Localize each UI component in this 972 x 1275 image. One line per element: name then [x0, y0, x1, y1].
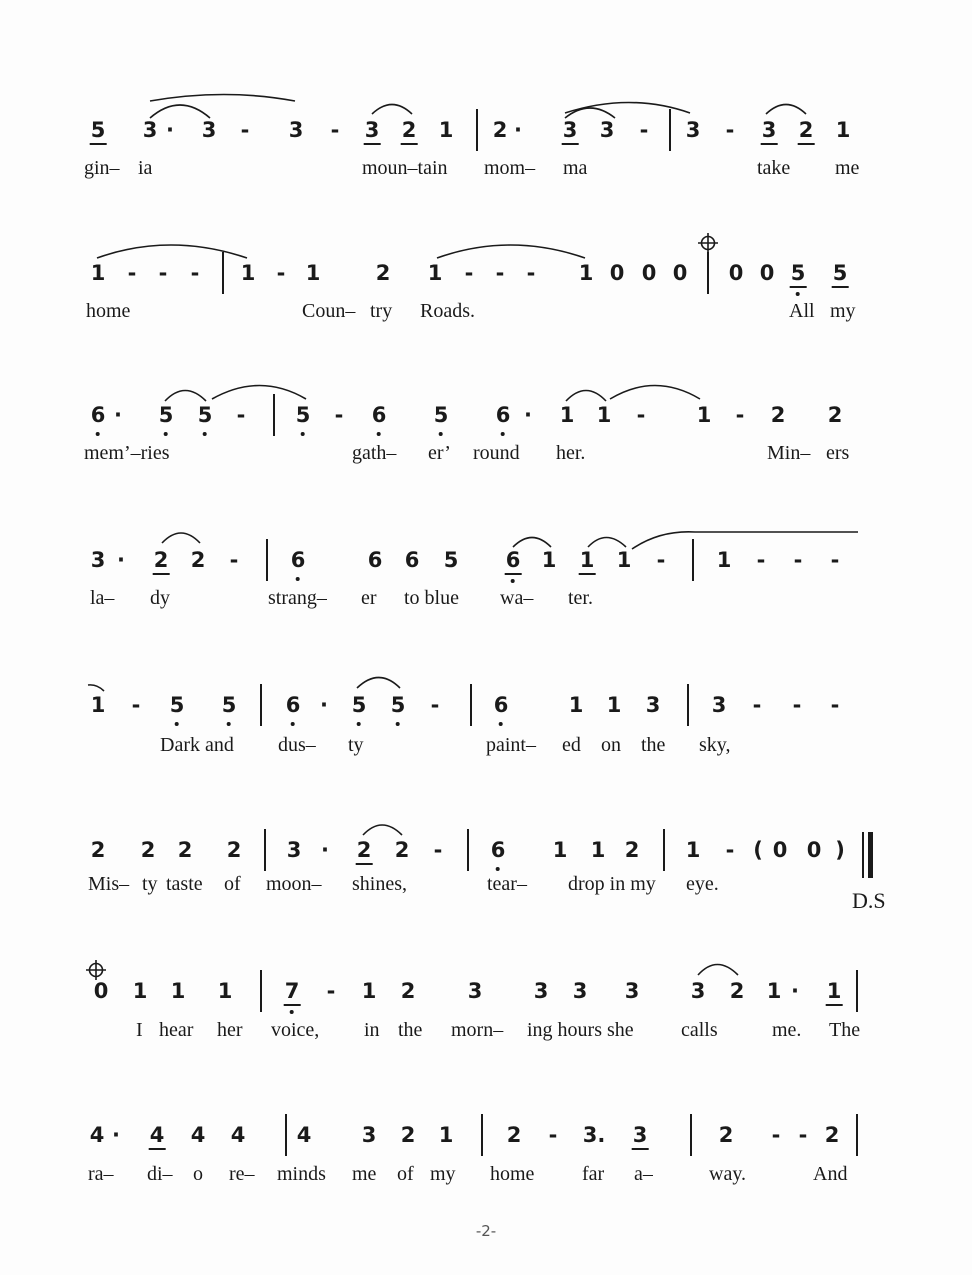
lyric-word: gath– — [352, 442, 397, 464]
lyric-word: hear — [159, 1019, 194, 1041]
note: 5 — [790, 261, 806, 285]
note: · — [320, 693, 328, 717]
lyric-word: try — [370, 300, 393, 322]
lyric-word: home — [490, 1163, 535, 1185]
note: - — [793, 548, 803, 572]
lyric-word: ing hours she — [527, 1019, 634, 1041]
note: 6 — [495, 403, 511, 427]
note: 5 — [197, 403, 213, 427]
note: 1 — [579, 548, 595, 572]
note: · — [112, 1123, 120, 1147]
note: 5 — [295, 403, 311, 427]
lyric-word: in — [364, 1019, 380, 1041]
note: - — [636, 403, 646, 427]
note: - — [464, 261, 474, 285]
lyric-word: dy — [150, 587, 170, 609]
lyric-word: the — [641, 734, 666, 756]
note: - — [433, 838, 443, 862]
note: 1 — [696, 403, 712, 427]
note: - — [798, 1123, 808, 1147]
note: 5 — [433, 403, 449, 427]
note: 1 — [606, 693, 622, 717]
lyric-word: home — [86, 300, 131, 322]
note: 4 — [190, 1123, 206, 1147]
note: - — [756, 548, 766, 572]
note: 3 — [533, 979, 549, 1003]
note: 2 — [90, 838, 106, 862]
note: 2 — [375, 261, 391, 285]
note: · — [114, 403, 122, 427]
note: · — [117, 548, 125, 572]
note: 2 — [394, 838, 410, 862]
lyric-word: moon– — [266, 873, 322, 895]
lyric-word: drop in my — [568, 873, 656, 895]
note: 1 — [427, 261, 443, 285]
note: 6 — [490, 838, 506, 862]
segno-icon — [698, 233, 718, 253]
barline — [856, 970, 858, 1012]
note: 3 — [142, 118, 158, 142]
lyric-word: me. — [772, 1019, 802, 1041]
note: 1 — [590, 838, 606, 862]
note: 3 — [572, 979, 588, 1003]
note: 3 — [90, 548, 106, 572]
note: 1 — [552, 838, 568, 862]
lyric-word: ia — [138, 157, 153, 179]
note: 5 — [443, 548, 459, 572]
barline — [481, 1114, 483, 1156]
lyric-word: And — [813, 1163, 848, 1185]
lyric-word: taste — [166, 873, 203, 895]
lyric-word: All — [789, 300, 815, 322]
lyric-word: Min– — [767, 442, 811, 464]
note: 2 — [226, 838, 242, 862]
note: 3 — [562, 118, 578, 142]
note: · — [321, 838, 329, 862]
note: - — [240, 118, 250, 142]
note: 1 — [90, 261, 106, 285]
lyric-word: the — [398, 1019, 423, 1041]
lyric-word: mom– — [484, 157, 536, 179]
note: 0 — [806, 838, 822, 862]
note: 3 — [361, 1123, 377, 1147]
barline — [692, 539, 694, 581]
note: 3 — [761, 118, 777, 142]
note: - — [792, 693, 802, 717]
note: 1 — [716, 548, 732, 572]
note: 0 — [672, 261, 688, 285]
lyric-word: calls — [681, 1019, 718, 1041]
note: 1 — [578, 261, 594, 285]
note: 2 — [190, 548, 206, 572]
note: 3 — [201, 118, 217, 142]
note: - — [548, 1123, 558, 1147]
lyric-word: of — [397, 1163, 414, 1185]
note: 6 — [371, 403, 387, 427]
note: 3 — [685, 118, 701, 142]
note: - — [276, 261, 286, 285]
lyric-word: me — [835, 157, 860, 179]
lyric-word: shines, — [352, 873, 407, 895]
note: 3 — [711, 693, 727, 717]
note: - — [131, 693, 141, 717]
note: - — [830, 693, 840, 717]
lyric-word: Mis– — [88, 873, 130, 895]
lyric-word: round — [473, 442, 520, 464]
barline — [707, 252, 709, 294]
barline — [264, 829, 266, 871]
lyric-word: her. — [556, 442, 586, 464]
note: 3 — [364, 118, 380, 142]
lyric-word: voice, — [271, 1019, 320, 1041]
lyric-word: wa– — [500, 587, 534, 609]
lyric-word: I — [136, 1019, 143, 1041]
note: 1 — [616, 548, 632, 572]
note: 0 — [641, 261, 657, 285]
note: 2 — [177, 838, 193, 862]
note: 0 — [728, 261, 744, 285]
barline — [690, 1114, 692, 1156]
barline — [285, 1114, 287, 1156]
note: - — [656, 548, 666, 572]
lyric-word: The — [829, 1019, 861, 1041]
note: ( — [753, 838, 763, 862]
lyric-word: dus– — [278, 734, 316, 756]
note: 1 — [559, 403, 575, 427]
lyric-word: ter. — [568, 587, 593, 609]
final-barline — [862, 832, 864, 878]
barline — [260, 684, 262, 726]
lyric-word: on — [601, 734, 621, 756]
note: - — [158, 261, 168, 285]
note: 2 — [770, 403, 786, 427]
note: 2 — [140, 838, 156, 862]
note: · — [524, 403, 532, 427]
lyric-word: Roads. — [420, 300, 475, 322]
lyric-word: er — [361, 587, 377, 609]
note: 2 — [624, 838, 640, 862]
note: 4 — [296, 1123, 312, 1147]
lyric-word: a– — [634, 1163, 653, 1185]
final-barline — [868, 832, 873, 878]
note: 6 — [404, 548, 420, 572]
lyric-word: ty — [348, 734, 364, 756]
note: 4 — [149, 1123, 165, 1147]
note: 1 — [217, 979, 233, 1003]
note: 5 — [158, 403, 174, 427]
note: 1 — [305, 261, 321, 285]
note: - — [236, 403, 246, 427]
note: 2 — [401, 118, 417, 142]
lyric-word: di– — [147, 1163, 173, 1185]
note: - — [495, 261, 505, 285]
note: · — [166, 118, 174, 142]
note: 0 — [609, 261, 625, 285]
note: 3 — [286, 838, 302, 862]
note: 6 — [285, 693, 301, 717]
note: - — [127, 261, 137, 285]
note: 3 — [645, 693, 661, 717]
note: 5 — [169, 693, 185, 717]
note: 1 — [568, 693, 584, 717]
lyric-word: morn– — [451, 1019, 504, 1041]
note: 6 — [493, 693, 509, 717]
note: 1 — [132, 979, 148, 1003]
lyric-word: Coun– — [302, 300, 356, 322]
note: ) — [835, 838, 845, 862]
note: 2 — [718, 1123, 734, 1147]
note: · — [791, 979, 799, 1003]
note: 3 — [467, 979, 483, 1003]
note: 1 — [685, 838, 701, 862]
lyric-word: of — [224, 873, 241, 895]
lyric-word: her — [217, 1019, 243, 1041]
barline — [470, 684, 472, 726]
lyric-word: gin– — [84, 157, 120, 179]
note: 1 — [835, 118, 851, 142]
note: 2 — [153, 548, 169, 572]
lyric-word: moun–tain — [362, 157, 448, 179]
barline — [260, 970, 262, 1012]
barline — [467, 829, 469, 871]
lyric-word: strang– — [268, 587, 327, 609]
note: - — [326, 979, 336, 1003]
note: 2 — [824, 1123, 840, 1147]
lyric-word: Dark and — [160, 734, 234, 756]
note: 1 — [438, 1123, 454, 1147]
note: 2 — [400, 1123, 416, 1147]
note: 2 — [729, 979, 745, 1003]
note: 5 — [221, 693, 237, 717]
note: 2 — [506, 1123, 522, 1147]
lyric-word: sky, — [699, 734, 731, 756]
lyric-word: eye. — [686, 873, 719, 895]
note: 3 — [599, 118, 615, 142]
note: - — [725, 838, 735, 862]
note: 1 — [766, 979, 782, 1003]
note: 3 — [288, 118, 304, 142]
barline — [222, 252, 224, 294]
lyric-word: mem’–ries — [84, 442, 170, 464]
note: 6 — [367, 548, 383, 572]
note: 1 — [170, 979, 186, 1003]
barline — [687, 684, 689, 726]
note: 1 — [90, 693, 106, 717]
lyric-word: tear– — [487, 873, 527, 895]
note: · — [514, 118, 522, 142]
coda-icon — [86, 960, 106, 980]
lyric-word: o — [193, 1163, 203, 1185]
note: - — [334, 403, 344, 427]
barline — [266, 539, 268, 581]
lyric-word: er’ — [428, 442, 451, 464]
note: 0 — [759, 261, 775, 285]
lyric-word: far — [582, 1163, 605, 1185]
lyric-word: ers — [826, 442, 850, 464]
note: - — [725, 118, 735, 142]
note: 2 — [492, 118, 508, 142]
note: 6 — [505, 548, 521, 572]
note: 4 — [230, 1123, 246, 1147]
note: 5 — [832, 261, 848, 285]
lyric-word: ed — [562, 734, 581, 756]
note: 1 — [240, 261, 256, 285]
note: 5 — [390, 693, 406, 717]
note: 7 — [284, 979, 300, 1003]
note: - — [526, 261, 536, 285]
note: - — [771, 1123, 781, 1147]
note: 1 — [596, 403, 612, 427]
note: - — [190, 261, 200, 285]
note: - — [735, 403, 745, 427]
lyric-word: re– — [229, 1163, 255, 1185]
note: 2 — [827, 403, 843, 427]
note: 5 — [90, 118, 106, 142]
page-number: -2- — [475, 1222, 497, 1240]
note: 2 — [798, 118, 814, 142]
lyric-word: to blue — [404, 587, 459, 609]
note: 1 — [361, 979, 377, 1003]
note: - — [330, 118, 340, 142]
note: 2 — [400, 979, 416, 1003]
note: 2 — [356, 838, 372, 862]
note: 3 — [624, 979, 640, 1003]
barline — [669, 109, 671, 151]
note: 3 — [690, 979, 706, 1003]
note: 1 — [438, 118, 454, 142]
note: - — [830, 548, 840, 572]
note: 0 — [93, 979, 109, 1003]
note: - — [229, 548, 239, 572]
barline — [663, 829, 665, 871]
note: 6 — [290, 548, 306, 572]
note: 3 — [632, 1123, 648, 1147]
lyric-word: ra– — [88, 1163, 114, 1185]
lyric-word: take — [757, 157, 791, 179]
lyric-word: ma — [563, 157, 588, 179]
ds-marking: D.S — [852, 888, 886, 913]
lyric-word: my — [430, 1163, 456, 1185]
lyric-word: paint– — [486, 734, 536, 756]
note: - — [639, 118, 649, 142]
note: 6 — [90, 403, 106, 427]
note: 3. — [582, 1123, 606, 1147]
note: 1 — [826, 979, 842, 1003]
note: 4 — [89, 1123, 105, 1147]
barline — [273, 394, 275, 436]
barline — [476, 109, 478, 151]
lyric-word: la– — [90, 587, 115, 609]
note: 1 — [541, 548, 557, 572]
note: - — [752, 693, 762, 717]
lyric-word: my — [830, 300, 856, 322]
lyric-word: ty — [142, 873, 158, 895]
note: 5 — [351, 693, 367, 717]
lyric-word: minds — [277, 1163, 326, 1185]
note: 0 — [772, 838, 788, 862]
note: - — [430, 693, 440, 717]
lyric-word: me — [352, 1163, 377, 1185]
barline — [856, 1114, 858, 1156]
lyric-word: way. — [709, 1163, 747, 1185]
